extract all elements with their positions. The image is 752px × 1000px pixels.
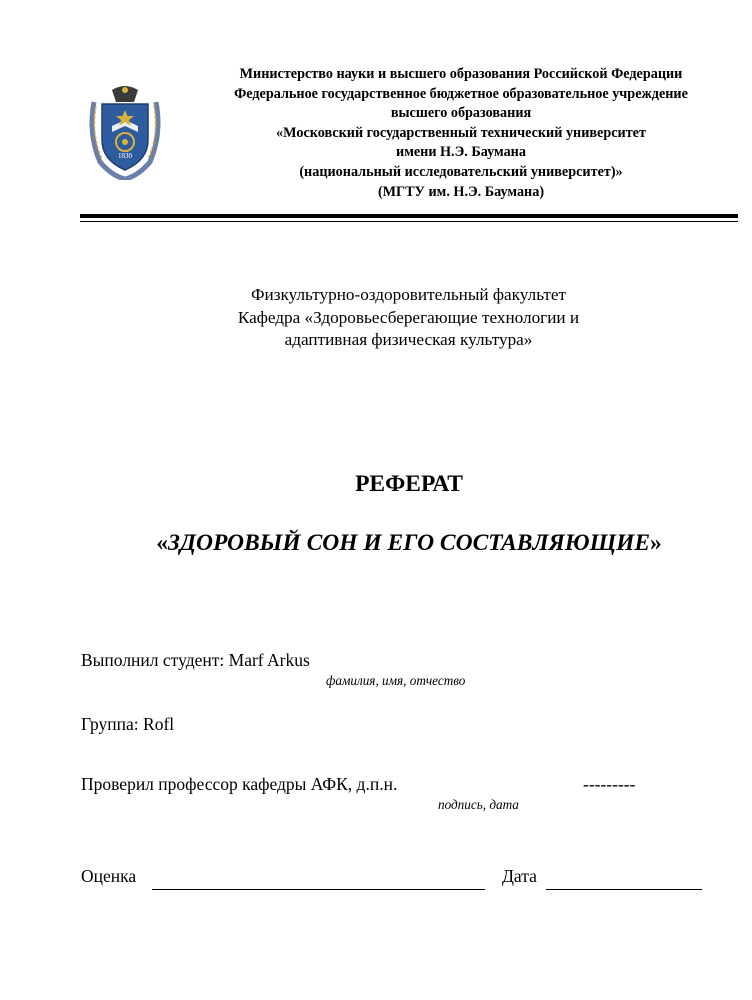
university-header [176,65,746,202]
document-type: РЕФЕРАТ [355,471,463,497]
faculty-line: Физкультурно-оздоровительный факультет [250,285,567,304]
checker-signature: --------- [583,774,636,794]
header-line: Федеральное государственное бюджетное образовательное учреждение [234,85,688,102]
grade-underline [152,889,485,890]
header-line: (национальный исследовательский университет)» [299,163,623,180]
grade-label: Оценка [81,866,137,886]
title-text: ЗДОРОВЫЙ СОН И ЕГО СОСТАВЛЯЮЩИЕ [167,530,651,556]
checker-hint: подпись, дата [438,797,519,812]
student-name: Marf Arkus [228,650,310,670]
header-line: высшего образования [390,105,532,122]
svg-text:1830: 1830 [118,152,132,160]
checker-label: Проверил профессор кафедры АФК, д.п.н. [81,774,398,794]
university-emblem [86,84,164,180]
header-line: имени Н.Э. Баумана [396,144,526,161]
faculty-line: адаптивная физическая культура» [284,330,533,350]
emblem-year-badge [86,150,164,160]
group-value: Rofl [143,714,175,734]
document-title [0,528,752,558]
header-divider-thin [80,221,738,222]
group-label: Группа: [81,714,139,734]
title-quote-close: » [650,530,662,556]
date-label: Дата [502,866,537,886]
header-line: (МГТУ им. Н.Э. Баумана) [377,183,545,200]
title-quote-open: « [156,530,168,556]
faculty-block [176,284,641,352]
student-hint: фамилия, имя, отчество [326,673,466,688]
header-divider-thick [80,214,738,218]
emblem-shield-icon [86,84,164,180]
date-underline [546,889,702,890]
faculty-line: Кафедра «Здоровьесберегающие технологии и [237,307,580,327]
header-line: «Московский государственный технический университет [276,124,646,141]
student-line [81,649,310,671]
student-label: Выполнил студент: [81,650,225,670]
group-line [81,713,174,735]
header-line: Министерство науки и высшего образования Российской Федерации [239,66,683,82]
